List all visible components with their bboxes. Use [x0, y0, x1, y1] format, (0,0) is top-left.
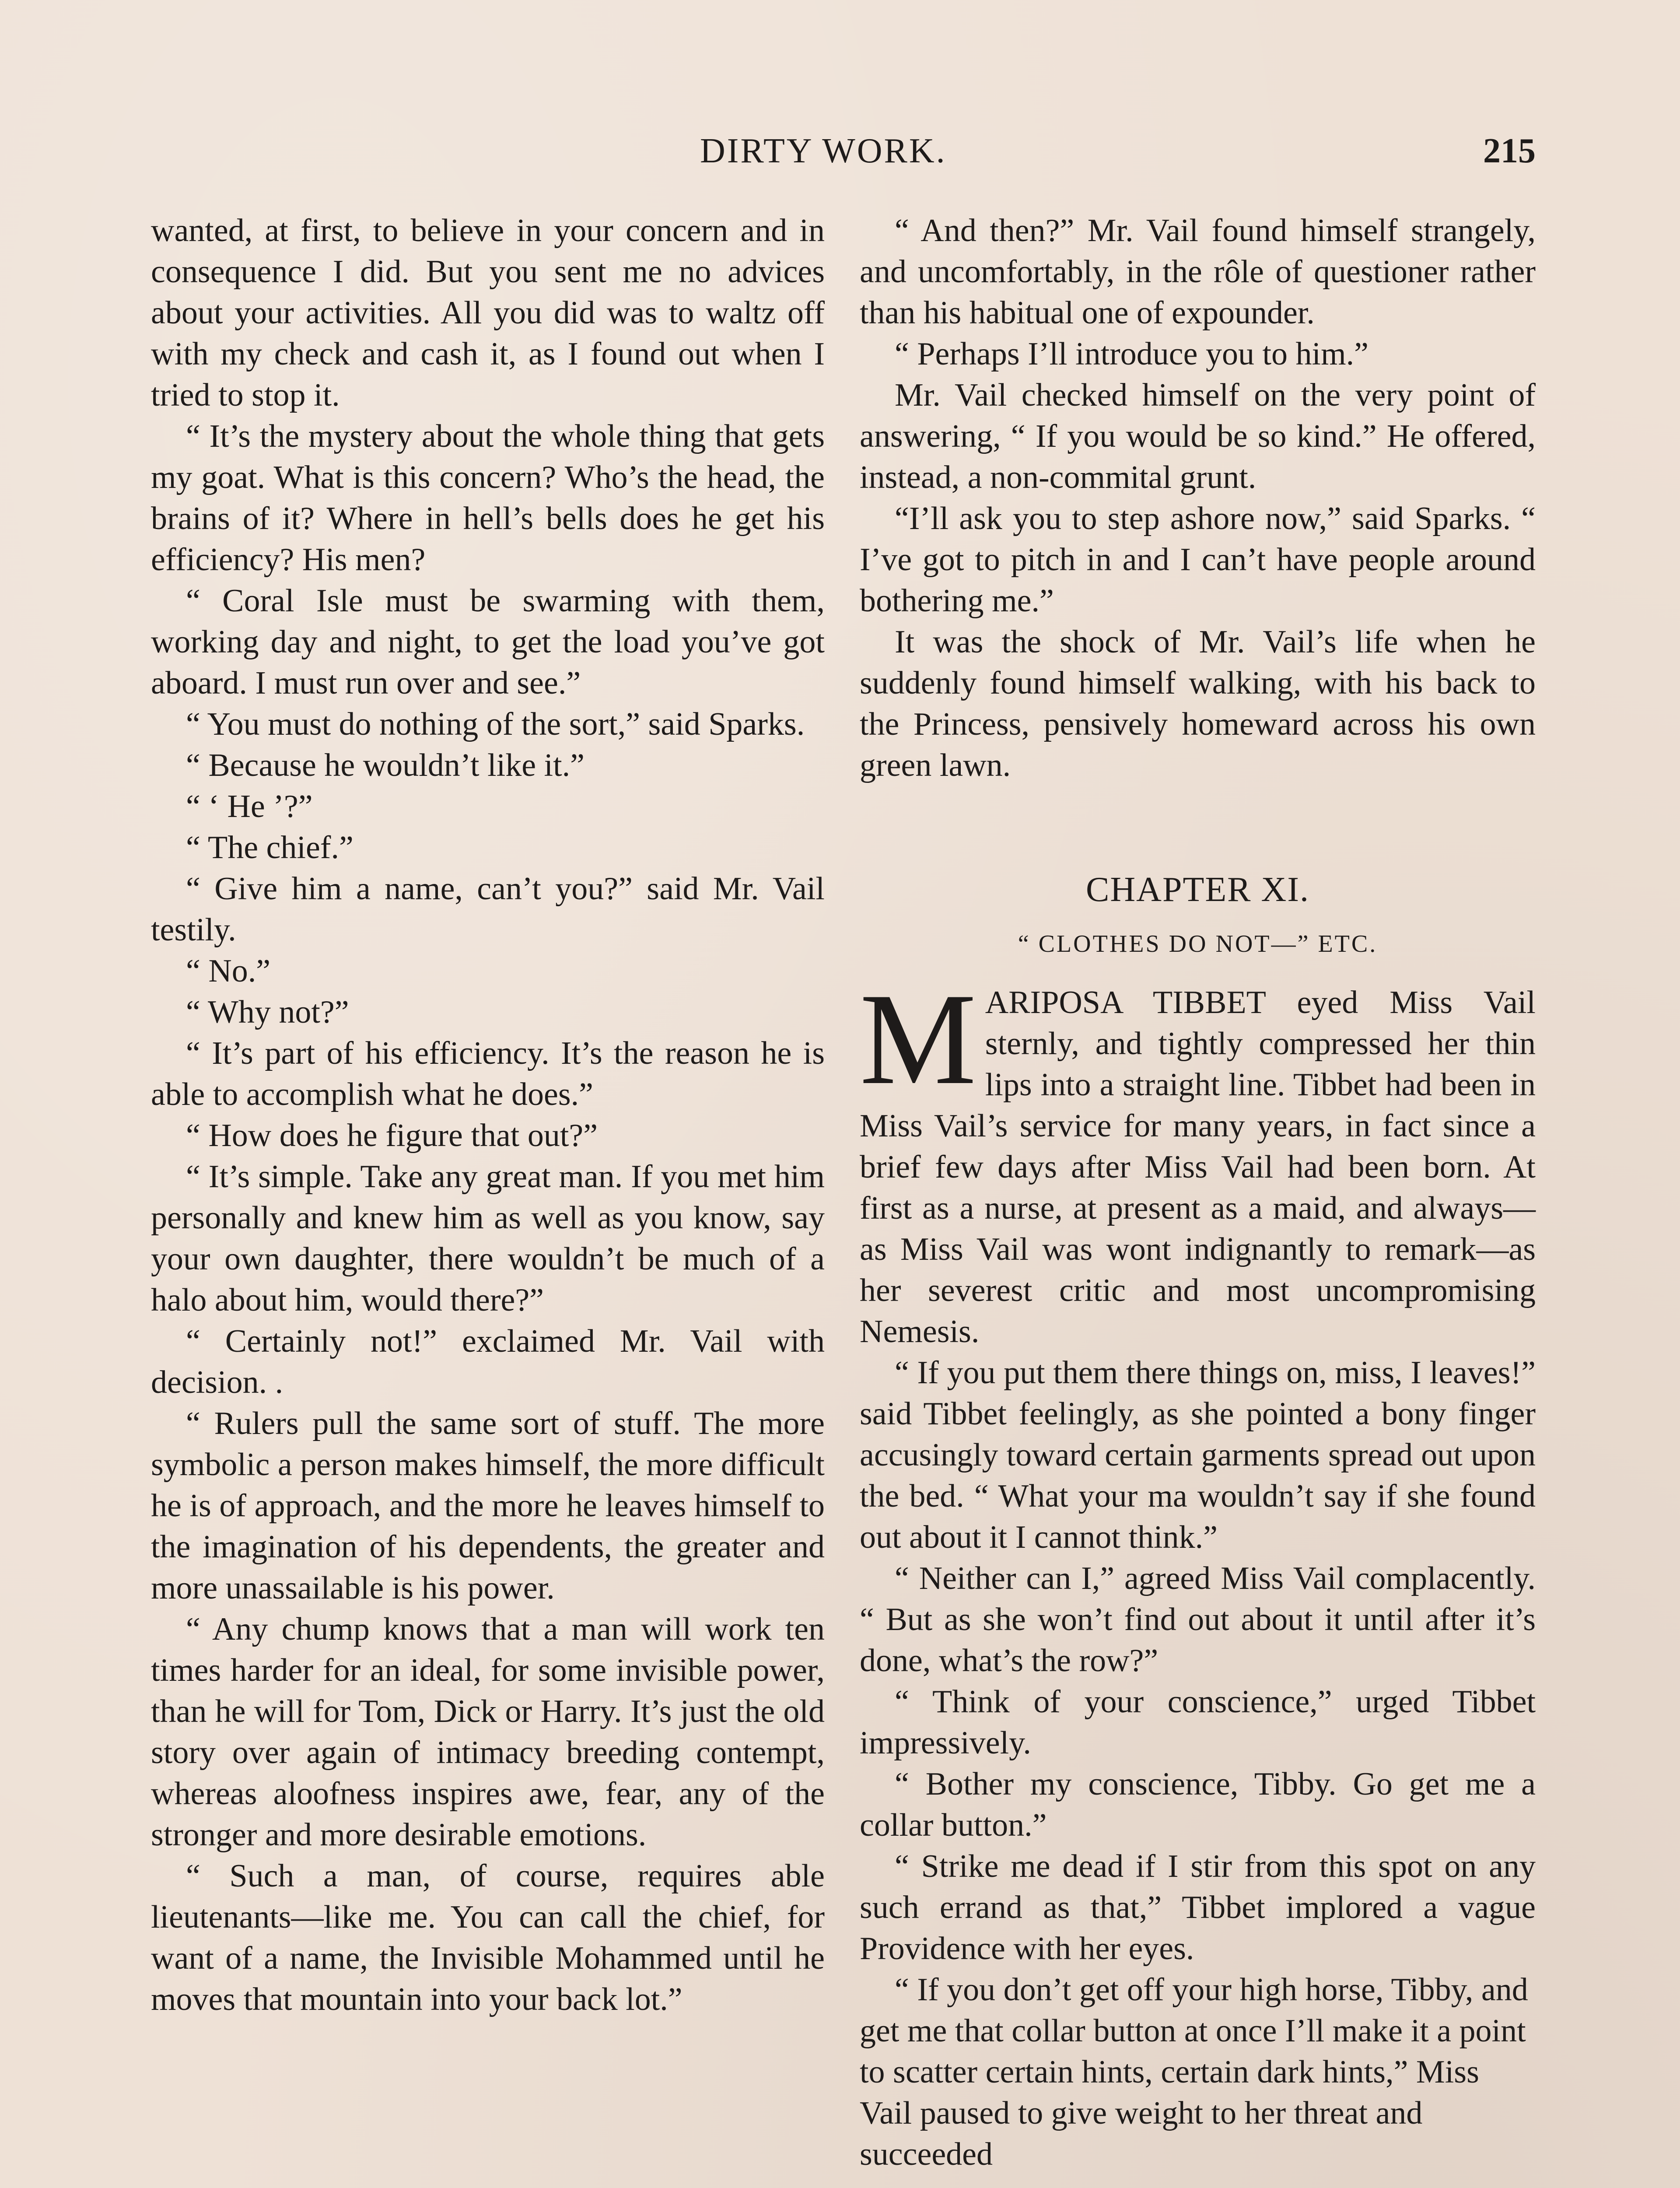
paragraph: “ Why not?” — [186, 994, 349, 1030]
paragraph: “ Rulers pull the same sort of stuff. The more symbolic a person makes himself, the more difficult he is of approach, and the more he leaves himself to the imagination of his dependents, the greater and more unassailable is his power. — [151, 1406, 825, 1606]
paragraph: “ Any chump knows that a man will work ten times harder for an ideal, for some invisible power, than he will for Tom, Dick or Harry. It’s just the old story over again of intimacy breeding contempt, whereas aloofness inspires awe, fear, any of the stronger and more desirable emotions. — [151, 1611, 825, 1853]
paragraph: “ Strike me dead if I stir from this spot on any such errand as that,” Tibbet implored a vague Providence with her eyes. — [860, 1848, 1536, 1967]
opening-text: ARIPOSA TIBBET eyed Miss Vail sternly, and tightly compressed her thin lips into a straight line. Tibbet had been in Miss Vail’s service for many years, in fact since a brief few days after Miss Vail had been born. At first as a nurse, at present as a maid, and always—as Miss Vail was wont indignantly to remark—as her severest critic and most uncompromising Nemesis. — [860, 985, 1536, 1350]
paragraph: “ Such a man, of course, requires able lieutenants—like me. You can call the chief, for want of a name, the Invisible Mohammed until he moves that mountain into your back lot.” — [151, 1858, 825, 2017]
paragraph: “ If you put them there things on, miss, I leaves!” said Tibbet feelingly, as she pointed a bony finger accusingly toward certain garments spread out upon the bed. “ What your ma wouldn’t say if she found out about it I cannot think.” — [860, 1355, 1536, 1555]
paragraph: “ And then?” Mr. Vail found himself strangely, and uncomfortably, in the rôle of questioner rather than his habitual one of expounder. — [860, 213, 1536, 331]
right-column — [860, 210, 1536, 2175]
paragraph: “ If you don’t get off your high horse, Tibby, and get me that collar button at once I’ll make it a point to scatter certain hints, certain dark hints,” Miss Vail paused to give weight to her threat and succeeded — [860, 1972, 1528, 2172]
left-column — [151, 210, 825, 2020]
paragraph: “ Neither can I,” agreed Miss Vail complacently. “ But as she won’t find out about it until after it’s done, what’s the row?” — [860, 1560, 1536, 1679]
paragraph: “ You must do nothing of the sort,” said Sparks. — [186, 706, 805, 742]
paragraph: “ It’s the mystery about the whole thing that gets my goat. What is this concern? Who’s the head, the brains of it? Where in hell’s bells does he get his efficiency? His men? — [151, 418, 825, 578]
paragraph: “I’ll ask you to step ashore now,” said Sparks. “ I’ve got to pitch in and I can’t have people around bothering me.” — [860, 501, 1536, 619]
paragraph: “ Think of your conscience,” urged Tibbet impressively. — [860, 1684, 1536, 1761]
chapter-opening-paragraph — [860, 966, 1536, 1352]
paragraph: It was the shock of Mr. Vail’s life when he suddenly found himself walking, with his back to the Princess, pensively homeward across his own green lawn. — [860, 624, 1536, 783]
paragraph: “ Because he wouldn’t like it.” — [186, 747, 585, 783]
chapter-title: CHAPTER XI. — [1086, 870, 1309, 909]
paragraph: “ Give him a name, can’t you?” said Mr. Vail testily. — [151, 871, 825, 948]
paragraph: “ Coral Isle must be swarming with them, working day and night, to get the load you’ve got aboard. I must run over and see.” — [151, 583, 825, 701]
paragraph: “ No.” — [186, 953, 271, 989]
paragraph: “ How does he figure that out?” — [186, 1118, 598, 1154]
paragraph: “ It’s part of his efficiency. It’s the reason he is able to accomplish what he does.” — [151, 1035, 825, 1112]
drop-cap: M — [860, 966, 976, 1112]
page-number: 215 — [1483, 132, 1536, 170]
paragraph: Mr. Vail checked himself on the very point of answering, “ If you would be so kind.” He offered, instead, a non-commital grunt. — [860, 377, 1536, 495]
running-head: DIRTY WORK. — [700, 132, 947, 170]
paragraph: “ Bother my conscience, Tibby. Go get me a collar button.” — [860, 1766, 1536, 1843]
paragraph: “ The chief.” — [186, 830, 354, 866]
paragraph: “ ‘ He ’?” — [186, 789, 313, 824]
paragraph: “ Perhaps I’ll introduce you to him.” — [895, 336, 1369, 372]
chapter-subtitle: “ CLOTHES DO NOT—” ETC. — [1018, 930, 1378, 957]
paragraph: wanted, at first, to believe in your concern and in consequence I did. But you sent me no advices about your activities. All you did was to waltz off with my check and cash it, as I found out when I tried to stop it. — [151, 213, 825, 413]
paragraph: “ Certainly not!” exclaimed Mr. Vail with decision. . — [151, 1323, 825, 1400]
paragraph: “ It’s simple. Take any great man. If you met him personally and knew him as well as you know, say your own daughter, there wouldn’t be much of a halo about him, would there?” — [151, 1159, 825, 1318]
